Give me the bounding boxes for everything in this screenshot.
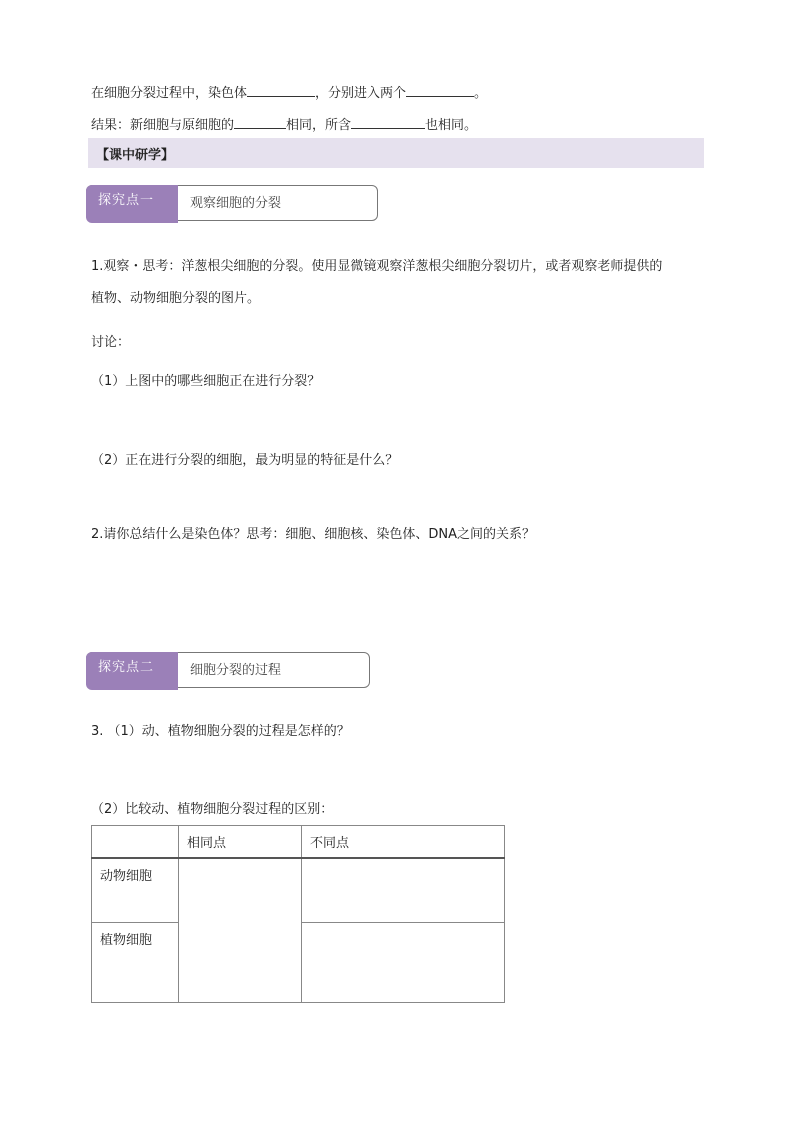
explore-tag-fill xyxy=(86,678,178,690)
explore-tag xyxy=(86,652,178,678)
comparison-table xyxy=(91,825,505,1003)
plant-differences-cell[interactable] xyxy=(302,922,505,1002)
explore-point-2 xyxy=(86,652,370,688)
table-header-cell: 相同点 xyxy=(179,826,302,859)
explore-tag-label: 探究点一 xyxy=(98,193,155,208)
fill-text: 结果：新细胞与原细胞的 xyxy=(91,118,235,133)
question-1-line-1: 1.观察・思考：洋葱根尖细胞的分裂。使用显微镜观察洋葱根尖细胞分裂切片，或者观察老师提供的 xyxy=(91,259,663,274)
explore-title: 细胞分裂的过程 xyxy=(190,663,282,678)
fill-line-1 xyxy=(91,82,487,104)
question-1-sub-1: （1）上图中的哪些细胞正在进行分裂？ xyxy=(91,374,321,389)
explore-title: 观察细胞的分裂 xyxy=(190,196,282,211)
fill-blank[interactable] xyxy=(406,82,474,97)
explore-tag-fill xyxy=(86,211,178,223)
section-title: 【课中研学】 xyxy=(96,148,175,163)
fill-blank[interactable] xyxy=(234,114,286,129)
fill-text: 在细胞分裂过程中，染色体 xyxy=(91,86,248,101)
animal-differences-cell[interactable] xyxy=(302,858,505,922)
question-3-sub-2: （2）比较动、植物细胞分裂过程的区别： xyxy=(91,802,334,817)
fill-text: 也相同。 xyxy=(425,118,478,133)
fill-text: ，分别进入两个 xyxy=(315,86,407,101)
row-label-plant: 植物细胞 xyxy=(92,922,179,1002)
explore-point-1 xyxy=(86,185,378,221)
fill-text: 。 xyxy=(474,86,488,101)
fill-blank[interactable] xyxy=(247,82,315,97)
table-row xyxy=(92,858,505,922)
table-header-row xyxy=(92,826,505,859)
table-header-cell: 不同点 xyxy=(302,826,505,859)
common-points-cell[interactable] xyxy=(179,858,302,1002)
row-label-animal: 动物细胞 xyxy=(92,858,179,922)
question-3-sub-1: 3. （1）动、植物细胞分裂的过程是怎样的？ xyxy=(91,724,350,739)
fill-line-2 xyxy=(91,114,477,136)
table-header-cell xyxy=(92,826,179,859)
question-2: 2.请你总结什么是染色体？思考：细胞、细胞核、染色体、DNA之间的关系？ xyxy=(91,527,536,542)
question-1-line-2: 植物、动物细胞分裂的图片。 xyxy=(91,291,261,306)
explore-tag xyxy=(86,185,178,211)
fill-text: 相同，所含 xyxy=(286,118,352,133)
fill-blank[interactable] xyxy=(351,114,425,129)
discussion-label: 讨论： xyxy=(91,335,131,350)
section-header xyxy=(88,138,704,168)
explore-tag-label: 探究点二 xyxy=(98,660,155,675)
question-1-sub-2: （2）正在进行分裂的细胞，最为明显的特征是什么？ xyxy=(91,453,399,468)
